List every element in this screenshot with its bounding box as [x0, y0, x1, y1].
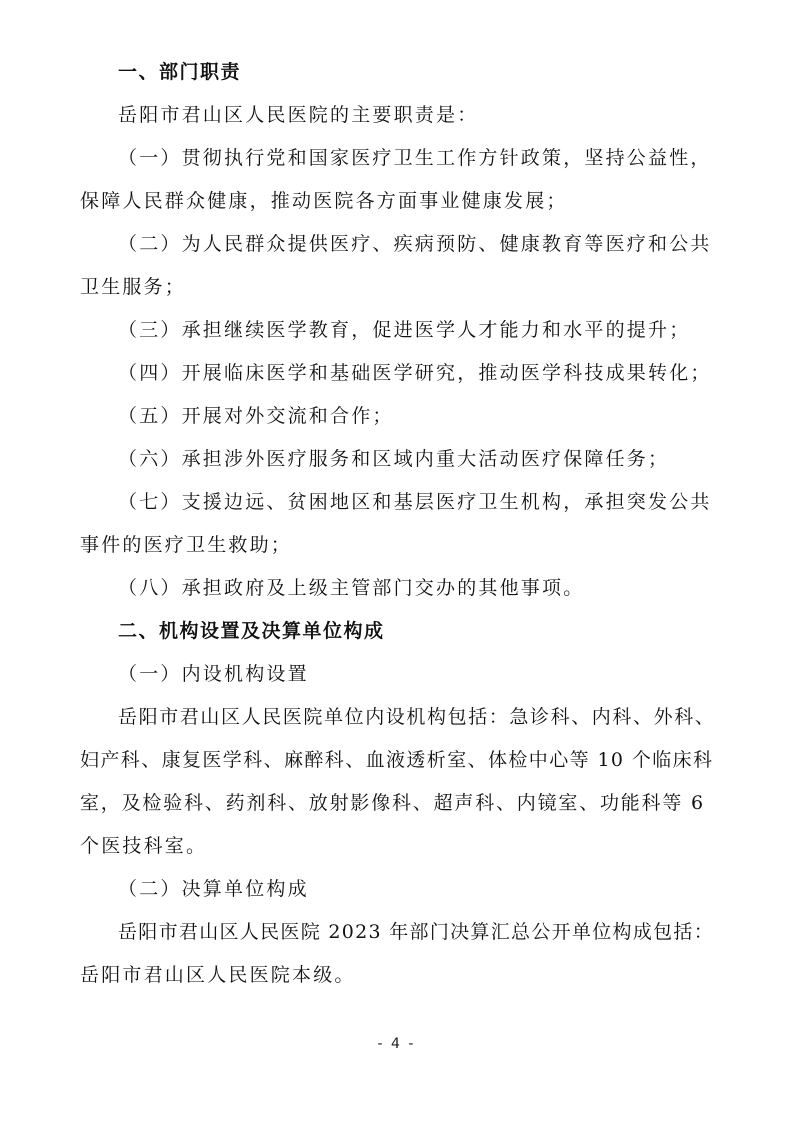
section1-heading: 一、部门职责 [118, 61, 242, 83]
duty-item-4: （四）开展临床医学和基础医学研究，推动医学科技成果转化； [118, 362, 712, 384]
accounting-units-line2: 岳阳市君山区人民医院本级。 [80, 964, 356, 986]
accounting-units-line1: 岳阳市君山区人民医院 2023 年部门决算汇总公开单位构成包括： [118, 921, 715, 943]
duty-item-3: （三）承担继续医学教育，促进医学人才能力和水平的提升； [118, 319, 691, 341]
internal-structure-line1: 岳阳市君山区人民医院单位内设机构包括：急诊科、内科、外科、 [118, 706, 716, 728]
section2-heading: 二、机构设置及决算单位构成 [118, 620, 385, 642]
duty-item-2-line1: （二）为人民群众提供医疗、疾病预防、健康教育等医疗和公共 [118, 233, 712, 255]
internal-structure-line4: 个医技科室。 [80, 835, 208, 857]
internal-structure-line3: 室，及检验科、药剂科、放射影像科、超声科、内镜室、功能科等 6 [80, 792, 705, 814]
duty-item-6: （六）承担涉外医疗服务和区域内重大活动医疗保障任务； [118, 448, 670, 470]
page-number: - 4 - [377, 1036, 416, 1052]
subsection-accounting-units-title: （二）决算单位构成 [118, 878, 309, 900]
duty-item-1-line2: 保障人民群众健康，推动医院各方面事业健康发展； [80, 190, 568, 212]
duty-item-1-line1: （一）贯彻执行党和国家医疗卫生工作方针政策，坚持公益性， [118, 147, 712, 169]
duty-item-8: （八）承担政府及上级主管部门交办的其他事项。 [118, 577, 585, 599]
duty-item-7-line2: 事件的医疗卫生救助； [80, 534, 293, 556]
section1-intro: 岳阳市君山区人民医院的主要职责是： [118, 104, 479, 126]
duty-item-7-line1: （七）支援边远、贫困地区和基层医疗卫生机构，承担突发公共 [118, 491, 712, 513]
duty-item-5: （五）开展对外交流和合作； [118, 405, 394, 427]
subsection-internal-structure-title: （一）内设机构设置 [118, 663, 309, 685]
duty-item-2-line2: 卫生服务； [80, 276, 187, 298]
internal-structure-line2: 妇产科、康复医学科、麻醉科、血液透析室、体检中心等 10 个临床科 [80, 749, 714, 771]
